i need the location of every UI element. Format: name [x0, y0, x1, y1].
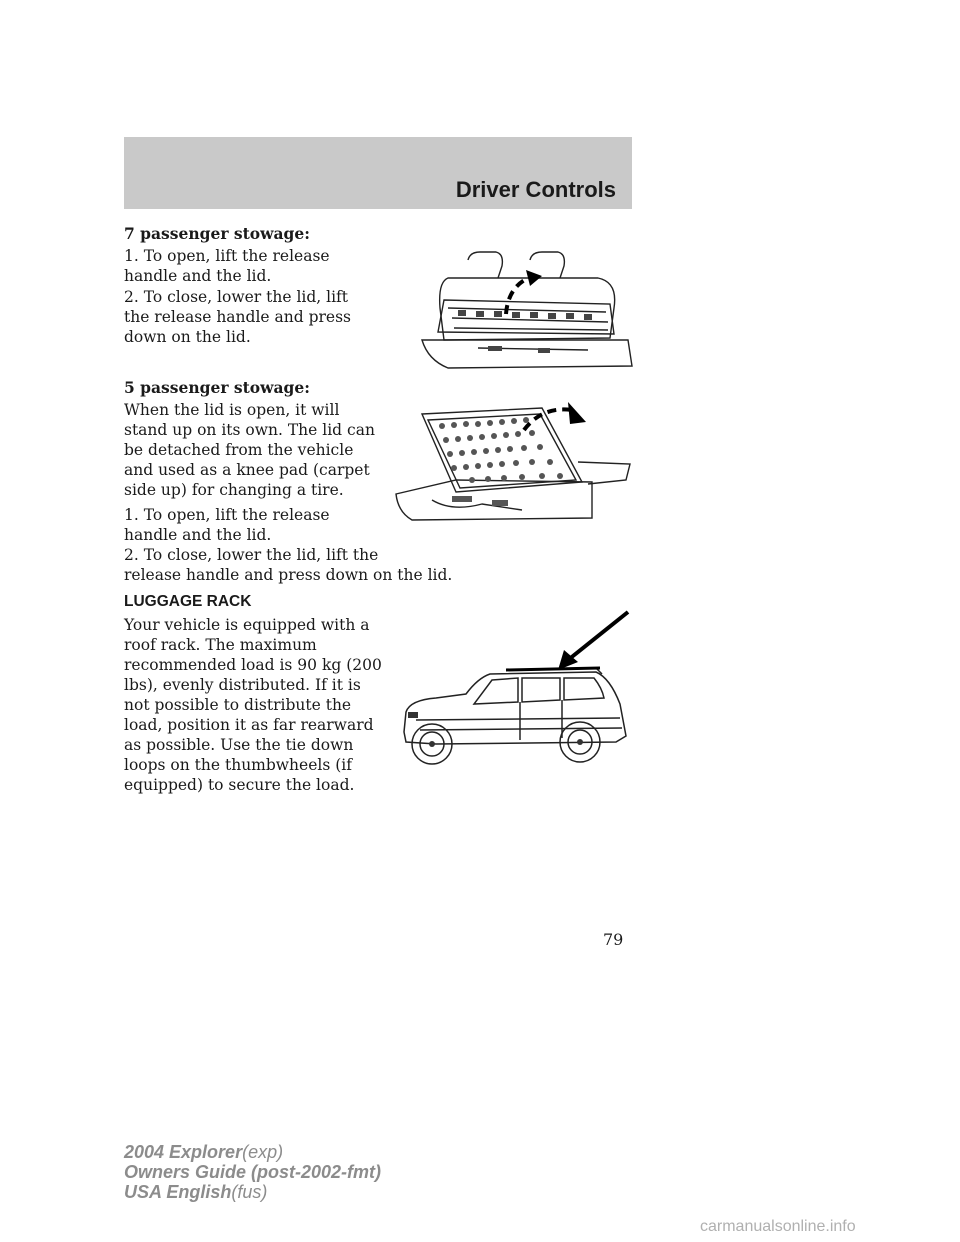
- footer-model: 2004 Explorer: [124, 1142, 243, 1162]
- luggage-rack-heading: LUGGAGE RACK: [124, 593, 252, 610]
- seven-passenger-heading: 7 passenger stowage:: [124, 224, 310, 243]
- five-passenger-step2-line2: release handle and press down on the lid.: [124, 566, 453, 584]
- footer-guide: Owners Guide (post-2002-fmt): [124, 1162, 382, 1182]
- footer-model-code: (exp): [242, 1142, 284, 1162]
- five-passenger-step2: [124, 545, 574, 585]
- seven-passenger-step2: 2. To close, lower the lid, lift the release handle and press down on the lid.: [124, 288, 351, 346]
- footer-language: USA English: [124, 1182, 232, 1202]
- section-title: Driver Controls: [455, 177, 616, 202]
- seven-passenger-step1: 1. To open, lift the release handle and the lid.: [124, 247, 330, 285]
- suv-roof-rack-illustration: [396, 608, 636, 772]
- page-number: 79: [603, 930, 624, 949]
- luggage-rack-body: Your vehicle is equipped with a roof rack. The maximum recommended load is 90 kg (200 lbs), evenly distributed. If it is not possible to distribute the load, position it as far rearward as possible. Use the tie down loops on the thumbwheels (if equipped) to secure the load.: [124, 616, 382, 794]
- seven-passenger-lid-illustration: [418, 248, 636, 372]
- five-passenger-step1: 1. To open, lift the release handle and the lid.: [124, 506, 330, 544]
- document-footer: [124, 1142, 381, 1202]
- five-passenger-lid-illustration: [392, 400, 634, 524]
- watermark: carmanualsonline.info: [700, 1218, 856, 1235]
- five-passenger-heading: 5 passenger stowage:: [124, 378, 310, 397]
- five-passenger-intro: When the lid is open, it will stand up on its own. The lid can be detached from the vehicle and used as a knee pad (carpet side up) for changing a tire.: [124, 401, 375, 499]
- section-header-band: [124, 137, 632, 209]
- footer-language-code: (fus): [231, 1182, 268, 1202]
- five-passenger-step2-line1: 2. To close, lower the lid, lift the: [124, 546, 379, 564]
